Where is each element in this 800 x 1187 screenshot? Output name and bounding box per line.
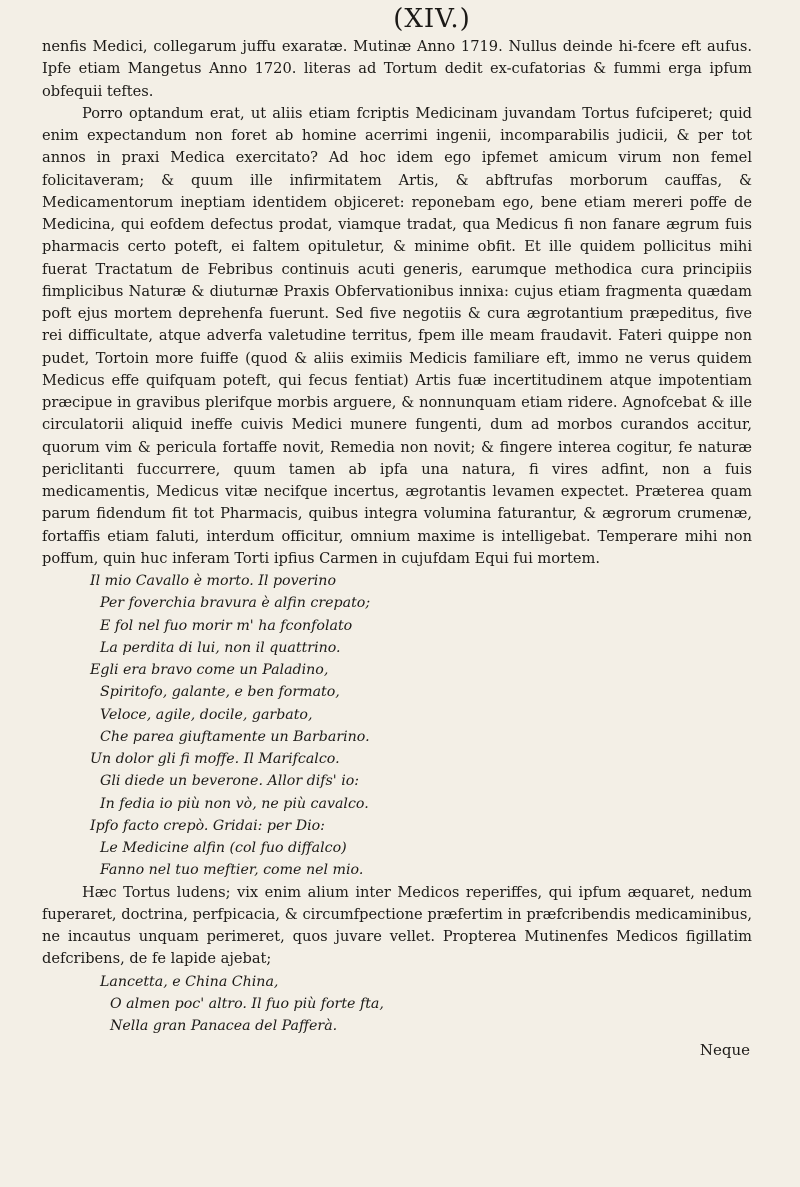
page-folio: (XIV.)	[393, 4, 471, 34]
poem-line: Lancetta, e China China,	[100, 973, 279, 990]
poem-line: Ipfo facto crepò. Gridai: per Dio:	[90, 817, 325, 834]
paragraph-1: nenfis Medici, collegarum juffu exaratæ. Mutinæ Anno 1719. Nullus deinde hi-fcere eft aufus. Ipfe etiam Mangetus Anno 1720. literas ad Tortum dedit ex-cufatorias & fummi erga ipfum obfequii teftes.	[42, 38, 752, 100]
prose-bottom	[42, 882, 752, 971]
poem-line: La perdita di lui, non il quattrino.	[100, 639, 341, 656]
poem-line: E fol nel fuo morir m' ha fconfolato	[100, 617, 353, 634]
poem-line: Un dolor gli fi moffe. Il Marifcalco.	[90, 751, 340, 767]
catchword: Neque	[699, 1041, 750, 1060]
poem-line: Le Medicine alfin (col fuo diffalco)	[100, 840, 347, 856]
poem-line: In fedia io più non vò, ne più cavalco.	[100, 795, 369, 812]
poem-line: O almen poc' altro. Il fuo più forte fta,	[110, 995, 384, 1012]
poem-line: Gli diede un beverone. Allor difs' io:	[100, 773, 360, 790]
poem-line: Che parea giuftamente un Barbarino.	[100, 728, 370, 745]
poem-line: Veloce, agile, docile, garbato,	[100, 706, 313, 723]
poem-line: Spiritofo, galante, e ben formato,	[100, 684, 340, 701]
paragraph-2: Porro optandum erat, ut aliis etiam fcriptis Medicinam juvandam Tortus fufciperet; quid enim expectandum non foret ab homine acerrimi ingenii, incomparabilis judicii, & per tot annos in praxi Medica exercitato? Ad hoc idem ego ipfemet amicum virum non femel folicitaveram; & quum ille infirmitatem Artis, & abftrufas morborum cauffas, & Medicamentorum ineptiam identidem objiceret: reponebam ego, bene etiam mereri poffe de Medicina, qui eofdem defectus prodat, viamque tradat, qua Medicus fi non fanare ægrum fuis pharmacis certo poteft, ei faltem opituletur, & minime obfit. Et ille quidem pollicitus mihi fuerat Tractatum de Febribus continuis acuti generis, earumque methodica cura principiis fimplicibus Naturæ & diuturnæ Praxis Obfervationibus innixa: cujus etiam fragmenta quædam poft ejus mortem deprehenfa fuerunt. Sed five negotiis & cura ægrotantium præpeditus, five rei difficultate, atque adverfa valetudine territus, fpem ille meam fraudavit. Fateri quippe non pudet, Tortoin more fuiffe (quod & aliis eximiis Medicis familiare eft, immo ne verus quidem Medicus effe quifquam poteft, qui fecus fentiat) Artis fuæ incertitudinem atque impotentiam præcipue in gravibus plerifque morbis arguere, & nonnunquam etiam ridere. Agnofcebat & ille circulatorii aliquid ineffe cuivis Medici munere fungenti, dum ad morbos curandos accitur, quorum vim & pericula fortaffe novit, Remedia non novit; & fingere interea cogitur, fe naturæ periclitanti fuccurrere, quum tamen ab ipfa una natura, fi vires adfint, non a fuis medicamentis, Medicus vitæ necifque incertus, ægrotantis levamen expectet. Præterea quam parum fidendum fit tot Pharmacis, quibus integra volumina faturantur, & ægrorum crumenæ, fortaffis etiam faluti, interdum officitur, omnium maxime is intelligebat. Temperare mihi non poffum, quin huc inferam Torti ipfius Carmen in cujufdam Equi fui mortem.	[42, 104, 752, 567]
poem-line: Per foverchia bravura è alfin crepato;	[100, 595, 371, 612]
poem-line: Fanno nel tuo meftier, come nel mio.	[100, 862, 364, 879]
poem-line: Il mio Cavallo è morto. Il poverino	[90, 573, 336, 589]
poem-line: Egli era bravo come un Paladino,	[90, 662, 329, 678]
poem-line: Nella gran Panacea del Pafferà.	[110, 1018, 338, 1034]
prose-top	[42, 36, 752, 570]
poem-quotation	[42, 971, 752, 1038]
poem-sonnet	[42, 570, 752, 882]
paragraph-3: Hæc Tortus ludens; vix enim alium inter Medicos reperiffes, qui ipfum æquaret, nedum fuperaret, doctrina, perfpicacia, & circumfpectione præfertim in præfcribendis medicaminibus, ne incautus unquam perimeret, quos juvare vellet. Propterea Mutinenfes Medicos figillatim defcribens, de fe lapide ajebat;	[42, 883, 752, 968]
